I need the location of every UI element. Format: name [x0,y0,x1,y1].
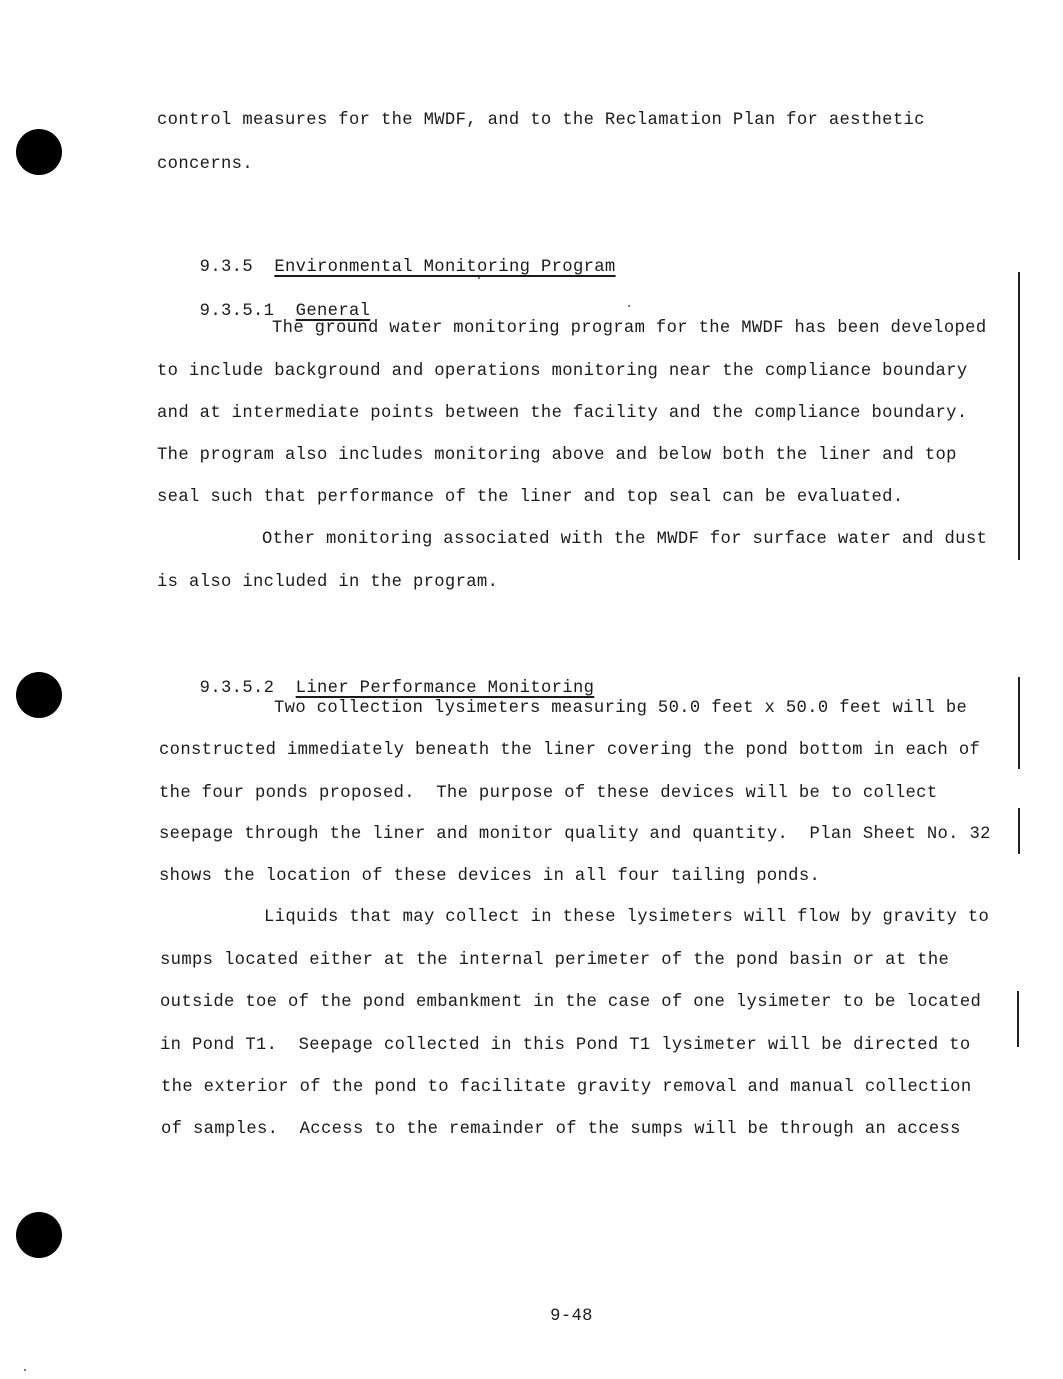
change-bar-2 [1018,677,1020,769]
body-text-line: in Pond T1. Seepage collected in this Pond T1 lysimeter will be directed to [160,1036,971,1055]
body-text-line: Two collection lysimeters measuring 50.0 feet x 50.0 feet will be [274,699,968,718]
body-text-line: seepage through the liner and monitor quality and quantity. Plan Sheet No. 32 [159,825,991,844]
body-text-line: of samples. Access to the remainder of the sumps will be through an access [161,1120,961,1139]
punch-hole-top [16,129,62,175]
change-bar-3 [1018,808,1020,854]
section-title: General [295,302,371,321]
body-text-line: to include background and operations monitoring near the compliance boundary [157,362,968,381]
scan-speck [628,305,630,307]
body-text-line: the four ponds proposed. The purpose of these devices will be to collect [159,784,938,803]
punch-hole-bottom [16,1212,62,1258]
body-text-line: seal such that performance of the liner and top seal can be evaluated. [157,488,904,507]
change-bar-4 [1017,991,1019,1047]
body-text-line: Liquids that may collect in these lysimeters will flow by gravity to [264,908,990,927]
body-text-line: control measures for the MWDF, and to the Reclamation Plan for aesthetic [157,111,925,130]
body-text-line: constructed immediately beneath the liner covering the pond bottom in each of [159,741,981,760]
scan-speck [24,1369,26,1371]
section-title: Environmental Monitoring Program [274,258,616,277]
body-text-line: sumps located either at the internal perimeter of the pond basin or at the [160,951,950,970]
section-number: 9.3.5.1 [199,302,275,321]
body-text-line: Other monitoring associated with the MWDF for surface water and dust [262,530,988,549]
body-text-line: outside toe of the pond embankment in the case of one lysimeter to be located [160,993,982,1012]
body-text-line: The ground water monitoring program for the MWDF has been developed [272,319,987,338]
punch-hole-middle [16,672,62,718]
body-text-line: concerns. [157,155,253,174]
body-text-line: and at intermediate points between the facility and the compliance boundary. [157,404,968,423]
body-text-line: The program also includes monitoring above and below both the liner and top [157,446,957,465]
section-title: Liner Performance Monitoring [295,679,595,698]
body-text-line: is also included in the program. [157,573,499,592]
section-number: 9.3.5 [199,258,253,277]
page-number: 9-48 [550,1307,593,1326]
change-bar-1 [1018,272,1020,560]
section-number: 9.3.5.2 [199,679,275,698]
body-text-line: shows the location of these devices in all four tailing ponds. [159,867,821,886]
body-text-line: the exterior of the pond to facilitate gravity removal and manual collection [161,1078,972,1097]
